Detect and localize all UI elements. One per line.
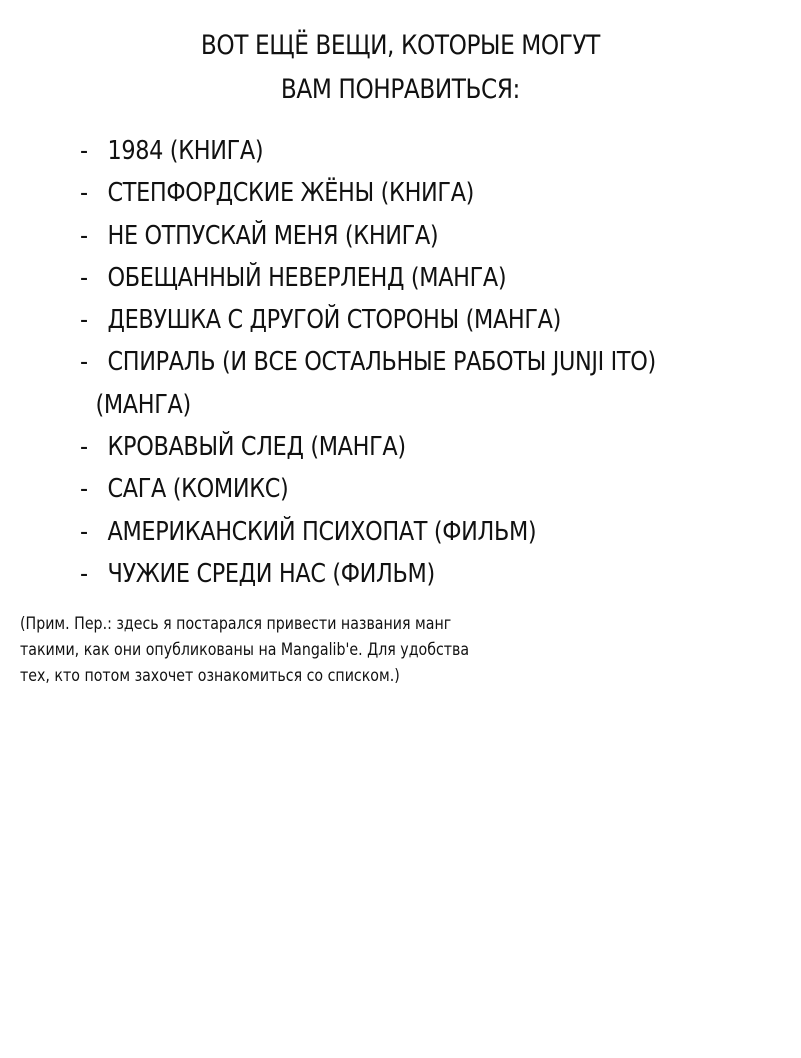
list-item-text: КРОВАВЫЙ СЛЕД (МАНГА): [107, 432, 406, 463]
list-item-text: СТЕПФОРДСКИЕ ЖЁНЫ (КНИГА): [107, 178, 475, 209]
list-item-text: ОБЕЩАННЫЙ НЕВЕРЛЕНД (МАНГА): [107, 262, 507, 293]
list-item-text: САГА (КОМИКС): [107, 474, 289, 505]
note-line-3: тех, кто потом захочет ознакомиться со списком.): [20, 666, 400, 685]
heading-line-2: ВАМ ПОНРАВИТЬСЯ:: [280, 74, 520, 105]
list-dash: -: [80, 432, 88, 463]
translator-note: [20, 611, 622, 689]
list-item-continuation: (МАНГА): [95, 389, 191, 420]
list-dash: -: [80, 262, 88, 293]
list-item: [80, 215, 682, 257]
list-item: [80, 553, 682, 595]
list-item-text: СПИРАЛЬ (И ВСЕ ОСТАЛЬНЫЕ РАБОТЫ JUNJI ITO): [107, 347, 656, 378]
list-item: [80, 468, 682, 510]
list-dash: -: [80, 305, 88, 336]
note-line-2: такими, как они опубликованы на Mangalib'е. Для удобства: [20, 640, 470, 659]
note-line-1: (Прим. Пер.: здесь я постарался привести названия манг: [20, 614, 452, 633]
heading-line-1: ВОТ ЕЩЁ ВЕЩИ, КОТОРЫЕ МОГУТ: [200, 30, 600, 61]
list-item: [80, 130, 682, 172]
list-dash: -: [80, 136, 88, 166]
list-item-text: ДЕВУШКА С ДРУГОЙ СТОРОНЫ (МАНГА): [107, 305, 562, 336]
list-item: [80, 257, 682, 299]
recommendation-list: [80, 130, 682, 595]
list-item: [80, 299, 682, 341]
list-item-text: АМЕРИКАНСКИЙ ПСИХОПАТ (ФИЛЬМ): [107, 516, 537, 547]
list-dash: -: [80, 178, 88, 209]
list-item-text: ЧУЖИЕ СРЕДИ НАС (ФИЛЬМ): [107, 558, 435, 589]
list-item: [80, 426, 682, 468]
list-dash: -: [80, 474, 88, 505]
list-item: [80, 341, 682, 426]
page-heading: [56, 24, 745, 112]
list-dash: -: [80, 516, 88, 547]
list-item: [80, 172, 682, 214]
list-item-text: 1984 (КНИГА): [107, 136, 264, 166]
list-item: [80, 511, 682, 553]
list-dash: -: [80, 220, 88, 251]
list-item-text: НЕ ОТПУСКАЙ МЕНЯ (КНИГА): [107, 220, 439, 251]
list-dash: -: [80, 347, 88, 378]
list-dash: -: [80, 558, 88, 589]
